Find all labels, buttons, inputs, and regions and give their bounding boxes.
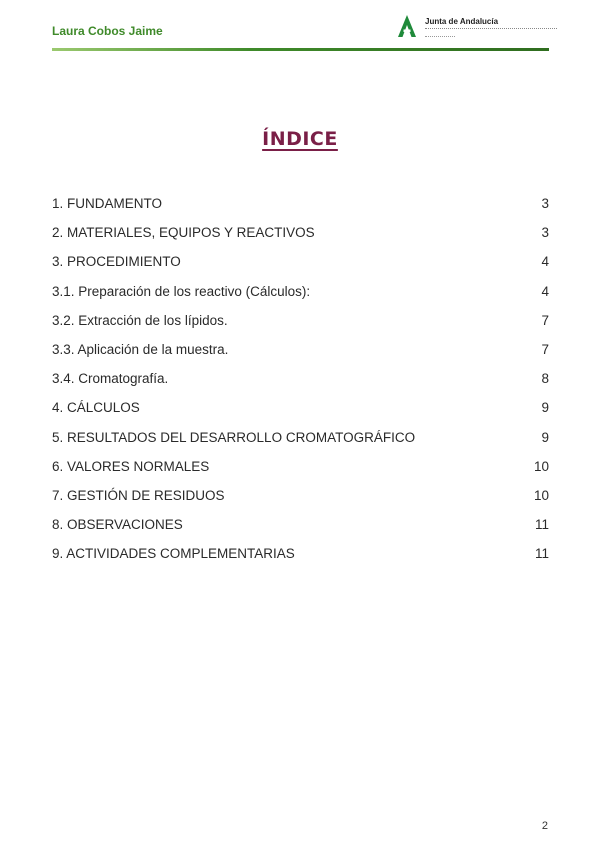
page-title <box>0 128 600 150</box>
toc-entry-label: 8. OBSERVACIONES <box>52 517 183 533</box>
toc-entry-page: 4 <box>541 283 549 299</box>
toc-entry-label: 3.1. Preparación de los reactivo (Cálculos): <box>52 283 311 299</box>
toc-entry[interactable] <box>52 252 549 281</box>
toc-entry[interactable] <box>52 515 549 544</box>
toc-entry-page: 3 <box>541 225 549 241</box>
toc-entry-label: 3.2. Extracción de los lípidos. <box>52 312 228 328</box>
page-title-text: ÍNDICE <box>262 128 338 150</box>
junta-andalucia-mark-icon <box>396 14 418 38</box>
header-divider <box>52 48 549 51</box>
author-name: Laura Cobos Jaime <box>52 24 163 38</box>
toc-entry-page: 11 <box>534 546 549 562</box>
toc-entry[interactable] <box>52 311 549 340</box>
toc-entry-label: 3. PROCEDIMIENTO <box>52 254 181 270</box>
toc-entry[interactable] <box>52 486 549 515</box>
toc-entry-label: 7. GESTIÓN DE RESIDUOS <box>52 487 225 503</box>
toc-entry-page: 9 <box>541 400 549 416</box>
toc-entry[interactable] <box>52 544 549 573</box>
toc-entry[interactable] <box>52 223 549 252</box>
toc-entry[interactable] <box>52 194 549 223</box>
toc-entry-page: 7 <box>541 312 549 328</box>
junta-andalucia-logo <box>396 14 566 42</box>
toc-entry-page: 9 <box>541 429 549 445</box>
logo-title: Junta de Andalucía <box>425 17 499 26</box>
toc-entry[interactable] <box>52 282 549 311</box>
toc-entry-page: 7 <box>541 341 549 357</box>
toc-entry-label: 1. FUNDAMENTO <box>52 196 163 211</box>
toc-entry-label: 9. ACTIVIDADES COMPLEMENTARIAS <box>52 546 295 562</box>
logo-subtitle-line <box>425 28 557 31</box>
logo-subtitle-line-2 <box>425 36 455 39</box>
toc-entry-label: 3.3. Aplicación de la muestra. <box>52 341 229 357</box>
page-header <box>0 0 600 60</box>
toc-entry-page: 10 <box>533 487 549 503</box>
toc-entry[interactable] <box>52 340 549 369</box>
toc-entry-page: 3 <box>541 196 549 211</box>
toc-entry-page: 11 <box>534 517 549 533</box>
toc-entry-page: 10 <box>533 458 549 474</box>
toc-entry-label: 6. VALORES NORMALES <box>52 458 210 474</box>
toc-entry[interactable] <box>52 457 549 486</box>
toc-entry[interactable] <box>52 369 549 398</box>
table-of-contents <box>52 194 549 573</box>
toc-entry-page: 8 <box>541 371 549 387</box>
toc-entry-label: 3.4. Cromatografía. <box>52 371 169 387</box>
page-number: 2 <box>541 820 548 832</box>
toc-entry[interactable] <box>52 428 549 457</box>
toc-entry-label: 2. MATERIALES, EQUIPOS Y REACTIVOS <box>52 225 315 241</box>
toc-entry-page: 4 <box>541 254 549 270</box>
toc-entry[interactable] <box>52 398 549 427</box>
toc-entry-label: 5. RESULTADOS DEL DESARROLLO CROMATOGRÁFICO <box>52 429 416 445</box>
toc-entry-label: 4. CÁLCULOS <box>52 400 140 416</box>
